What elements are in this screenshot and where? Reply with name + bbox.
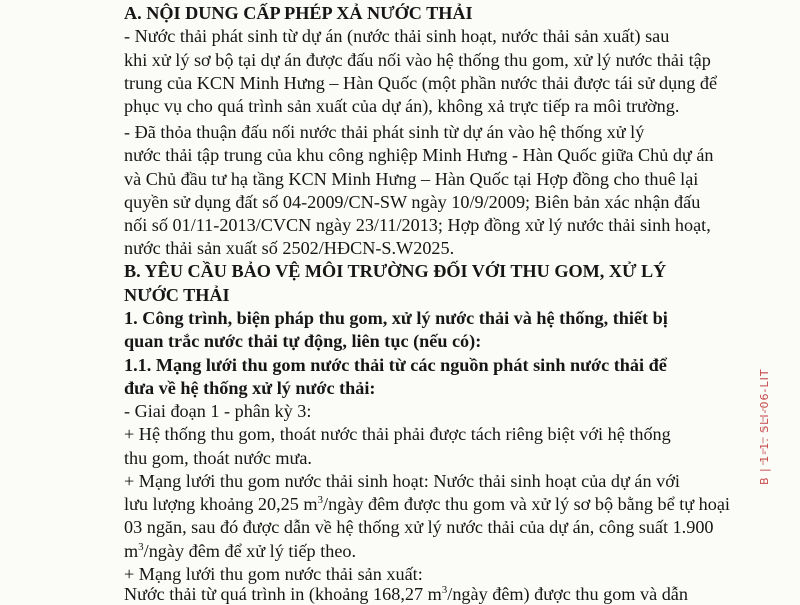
section-b-heading-line2: NƯỚC THẢI <box>124 285 230 305</box>
section-a-para2-line1: - Đã thỏa thuận đấu nối nước thải phát sinh từ dự án vào hệ thống xử lý <box>124 122 645 142</box>
section-a-para2-line2: nước thải tập trung của khu công nghiệp Minh Hưng - Hàn Quốc giữa Chủ dự án <box>124 145 714 165</box>
section-a-para2-line3: và Chủ đầu tư hạ tầng KCN Minh Hưng – Hàn Quốc tại Hợp đồng cho thuê lại <box>124 169 699 189</box>
section-a-para1-line2: khi xử lý sơ bộ tại dự án được đấu nối vào hệ thống thu gom, xử lý nước thải tập <box>124 50 711 70</box>
section-a-heading: A. NỘI DUNG CẤP PHÉP XẢ NƯỚC THẢI <box>124 3 473 23</box>
section-a-para2-line6: nước thải sản xuất số 2502/HĐCN-S.W2025. <box>124 238 455 258</box>
item-1-1-line2: đưa về hệ thống xử lý nước thải: <box>124 378 376 398</box>
section-a-para1-line1: - Nước thải phát sinh từ dự án (nước thải sinh hoạt, nước thải sản xuất) sau <box>124 26 670 46</box>
margin-stamp-mark <box>762 405 786 465</box>
domestic-line4: $m^3$/ngày đêm để xử lý tiếp theo. <box>124 540 357 561</box>
phase-label: - Giai đoạn 1 - phân kỳ 3: <box>124 401 312 421</box>
production-line1: + Mạng lưới thu gom nước thải sản xuất: <box>124 564 423 584</box>
production-line2: Nước thải từ quá trình in (khoảng 168,27 $m^3$/ngày đêm) được thu gom và dẫn <box>124 583 688 604</box>
section-a-para2-line4: quyền sử dụng đất số 04-2009/CN-SW ngày 10/9/2009; Biên bản xác nhận đấu <box>124 192 701 212</box>
separate-system-line1: + Hệ thống thu gom, thoát nước thải phải được tách riêng biệt với hệ thống <box>124 424 671 444</box>
section-a-para1-line4: phục vụ cho quá trình sản xuất của dự án), không xả trực tiếp ra môi trường. <box>124 96 680 116</box>
item-1-1-line1: 1.1. Mạng lưới thu gom nước thải từ các nguồn phát sinh nước thải để <box>124 355 667 375</box>
section-a-para2-line5: nối số 01/11-2013/CVCN ngày 23/11/2013; Hợp đồng xử lý nước thải sinh hoạt, <box>124 215 711 235</box>
domestic-line3: 03 ngăn, sau đó được dẫn về hệ thống xử lý nước thải của dự án, công suất 1.900 <box>124 517 714 537</box>
domestic-line1: + Mạng lưới thu gom nước thải sinh hoạt: Nước thải sinh hoạt của dự án với <box>124 471 680 491</box>
section-b-heading-line1: B. YÊU CẦU BẢO VỆ MÔI TRƯỜNG ĐỐI VỚI THU GOM, XỬ LÝ <box>124 261 667 281</box>
section-a-para1-line3: trung của KCN Minh Hưng – Hàn Quốc (một phần nước thải được tái sử dụng để <box>124 73 718 93</box>
item-1-line1: 1. Công trình, biện pháp thu gom, xử lý nước thải và hệ thống, thiết bị <box>124 308 668 328</box>
item-1-line2: quan trắc nước thải tự động, liên tục (nếu có): <box>124 331 482 351</box>
margin-handwritten-note: B | 1-1. SLI-06-LIT <box>758 368 771 485</box>
domestic-line2: lưu lượng khoảng 20,25 $m^3$/ngày đêm được thu gom và xử lý sơ bộ bằng bể tự hoại <box>124 493 730 514</box>
separate-system-line2: thu gom, thoát nước mưa. <box>124 448 312 468</box>
